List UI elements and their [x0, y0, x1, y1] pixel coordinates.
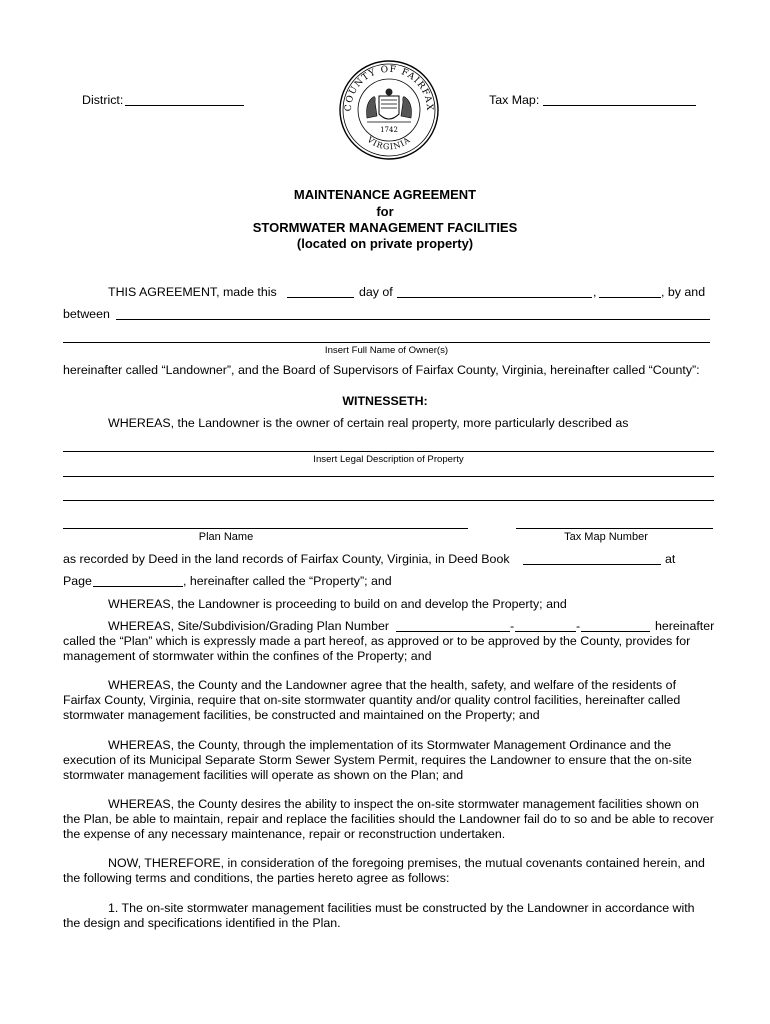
legal-description-field-3[interactable] [63, 500, 714, 501]
between-label: between [63, 307, 110, 321]
plan-number-hereinafter: hereinafter [655, 619, 715, 633]
whereas-owner-text: WHEREAS, the Landowner is the owner of certain real property, more particularly described as [108, 416, 629, 430]
tax-map-number-caption: Tax Map Number [564, 531, 648, 543]
deed-at-label: at [665, 552, 676, 566]
deed-recorded-text: as recorded by Deed in the land records of Fairfax County, Virginia, in Deed Book [63, 552, 510, 566]
title-line-4: (located on private property) [296, 236, 474, 251]
whereas-health-paragraph: WHEREAS, the County and the Landowner agree that the health, safety, and welfare of the residents of Fairfax County, Virginia, require that on-site stormwater quantity and/or quality control facilities, hereinafter called stormwater management facilities, be constructed and maintained on the Property; and [63, 678, 681, 723]
now-therefore-paragraph: NOW, THEREFORE, in consideration of the foregoing premises, the mutual covenants contained herein, and the following terms and conditions, the parties hereto agree as follows: [63, 856, 705, 886]
page-field[interactable] [93, 586, 183, 587]
comma-separator: , [593, 285, 597, 299]
hereinafter-landowner-text: hereinafter called “Landowner”, and the Board of Supervisors of Fairfax County, Virginia, hereinafter called “County”: [63, 363, 700, 377]
legal-description-caption: Insert Legal Description of Property [313, 454, 464, 465]
term-1-paragraph: 1. The on-site stormwater management facilities must be constructed by the Landowner in accordance with the design and specifications identified in the Plan. [63, 901, 695, 931]
svg-text:1742: 1742 [380, 126, 398, 134]
plan-name-caption: Plan Name [198, 531, 254, 543]
plan-number-field-1[interactable] [396, 631, 510, 632]
property-text: , hereinafter called the “Property”; and [183, 574, 392, 588]
svg-text:COUNTY OF FAIRFAX: COUNTY OF FAIRFAX [343, 64, 435, 112]
title-line-1: MAINTENANCE AGREEMENT [293, 187, 477, 202]
made-this-label: THIS AGREEMENT, made this [108, 285, 277, 299]
whereas-inspect-paragraph: WHEREAS, the County desires the ability to inspect the on-site stormwater management facilities shown on the Plan, be able to maintain, repair and replace the facilities should the Landowner fail do to so and be able to recover the expense of any necessary maintenance, repair or reconstruction undertaken. [63, 797, 714, 842]
tax-map-number-field[interactable] [516, 528, 713, 529]
whereas-build-text: WHEREAS, the Landowner is proceeding to build on and develop the Property; and [108, 597, 567, 611]
plan-number-dash-2: - [576, 619, 581, 633]
title-line-3: STORMWATER MANAGEMENT FACILITIES [252, 220, 518, 235]
owner-name-field-1[interactable] [116, 319, 710, 320]
district-label: District: [82, 93, 124, 107]
district-field[interactable] [125, 105, 244, 106]
plan-number-dash-1: - [510, 619, 515, 633]
legal-description-field-1[interactable] [63, 451, 714, 452]
by-and-label: , by and [661, 285, 706, 299]
year-field[interactable] [599, 297, 661, 298]
plan-number-line-2: called the “Plan” which is expressly made a part hereof, as approved or to be approved by the County, provides for [63, 634, 691, 648]
tax-map-field[interactable] [543, 105, 696, 106]
plan-number-field-2[interactable] [515, 631, 576, 632]
svg-text:VIRGINIA: VIRGINIA [365, 135, 413, 152]
title-line-2: for [376, 204, 394, 219]
plan-number-field-3[interactable] [581, 631, 650, 632]
whereas-ordinance-paragraph: WHEREAS, the County, through the implementation of its Stormwater Management Ordinance and the execution of its Municipal Separate Storm Sewer System Permit, requires the Landowner to ensure that the on-site stormwater management facilities will operate as shown on the Plan; and [63, 738, 692, 783]
day-field[interactable] [287, 297, 354, 298]
owner-name-field-2[interactable] [63, 342, 710, 343]
county-seal-icon [337, 56, 441, 162]
plan-number-lead: WHEREAS, Site/Subdivision/Grading Plan Number [108, 619, 389, 633]
deed-book-field[interactable] [523, 564, 661, 565]
legal-description-field-2[interactable] [63, 476, 714, 477]
month-field[interactable] [397, 297, 592, 298]
tax-map-label: Tax Map: [489, 93, 540, 107]
page-label: Page [63, 574, 92, 588]
witnesseth-heading: WITNESSETH: [342, 394, 428, 408]
owner-name-caption: Insert Full Name of Owner(s) [324, 345, 449, 356]
plan-name-field[interactable] [63, 528, 468, 529]
plan-number-line-3: management of stormwater within the confines of the Property; and [63, 649, 432, 663]
day-of-label: day of [359, 285, 393, 299]
